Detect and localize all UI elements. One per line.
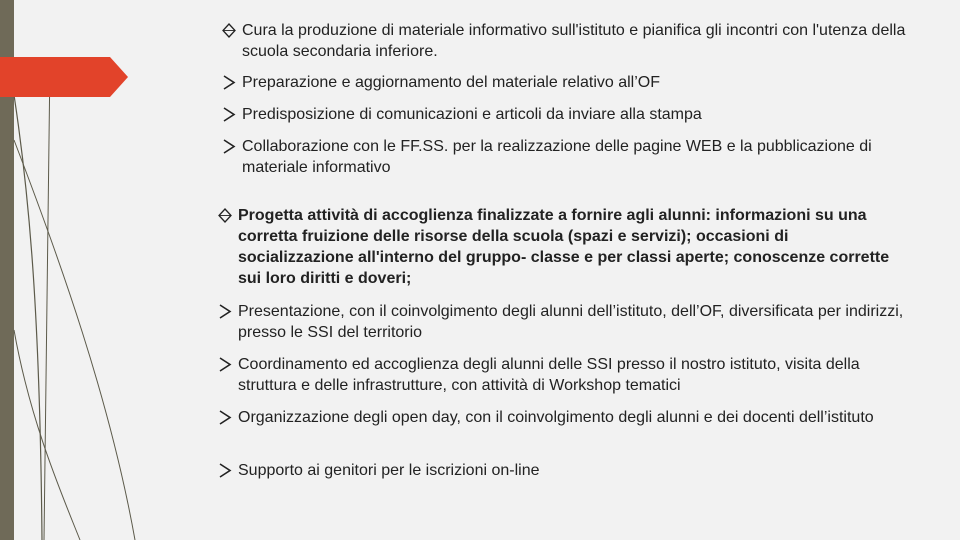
list-item	[222, 136, 912, 178]
arrow-bullet-icon	[222, 72, 240, 93]
list-item	[222, 20, 912, 62]
list-item	[218, 407, 908, 428]
list-item	[218, 205, 908, 289]
list-item-text: Collaborazione con le FF.SS. per la realizzazione delle pagine WEB e la pubblicazione di materiale informativo	[242, 138, 872, 176]
list-item	[222, 72, 912, 93]
list-item-text: Predisposizione di comunicazioni e articoli da inviare alla stampa	[242, 106, 702, 123]
arrow-bullet-icon	[218, 354, 236, 375]
list-item-text: Coordinamento ed accoglienza degli alunni delle SSI presso il nostro istituto, visita della struttura e delle infrastrutture, con attività di Workshop tematici	[238, 356, 860, 394]
list-item	[218, 301, 908, 343]
list-item-text: Organizzazione degli open day, con il coinvolgimento degli alunni e dei docenti dell’istituto	[238, 409, 874, 426]
arrow-bullet-icon	[218, 460, 236, 481]
list-item-text: Cura la produzione di materiale informativo sull'istituto e pianifica gli incontri con l'utenza della scuola secondaria inferiore.	[242, 22, 906, 60]
list-item	[222, 104, 912, 125]
list-item	[218, 354, 908, 396]
arrow-bullet-icon	[218, 407, 236, 428]
diamond-bullet-icon	[218, 205, 236, 226]
list-item-text: Progetta attività di accoglienza finalizzate a fornire agli alunni: informazioni su una corretta fruizione delle risorse della scuola (spazi e servizi); occasioni di socializzazione all'interno del gruppo- classe e per classi aperte; conoscenze corrette sui loro diritti e doveri;	[238, 207, 890, 287]
list-item-text: Preparazione e aggiornamento del materiale relativo all’OF	[242, 74, 660, 91]
list-item	[218, 460, 908, 481]
diamond-bullet-icon	[222, 20, 240, 41]
arrow-bullet-icon	[222, 136, 240, 157]
arrow-bullet-icon	[222, 104, 240, 125]
list-item-text: Supporto ai genitori per le iscrizioni on-line	[238, 462, 540, 479]
arrow-bullet-icon	[218, 301, 236, 322]
list-item-text: Presentazione, con il coinvolgimento degli alunni dell’istituto, dell’OF, diversificata per indirizzi, presso le SSI del territorio	[238, 303, 904, 341]
